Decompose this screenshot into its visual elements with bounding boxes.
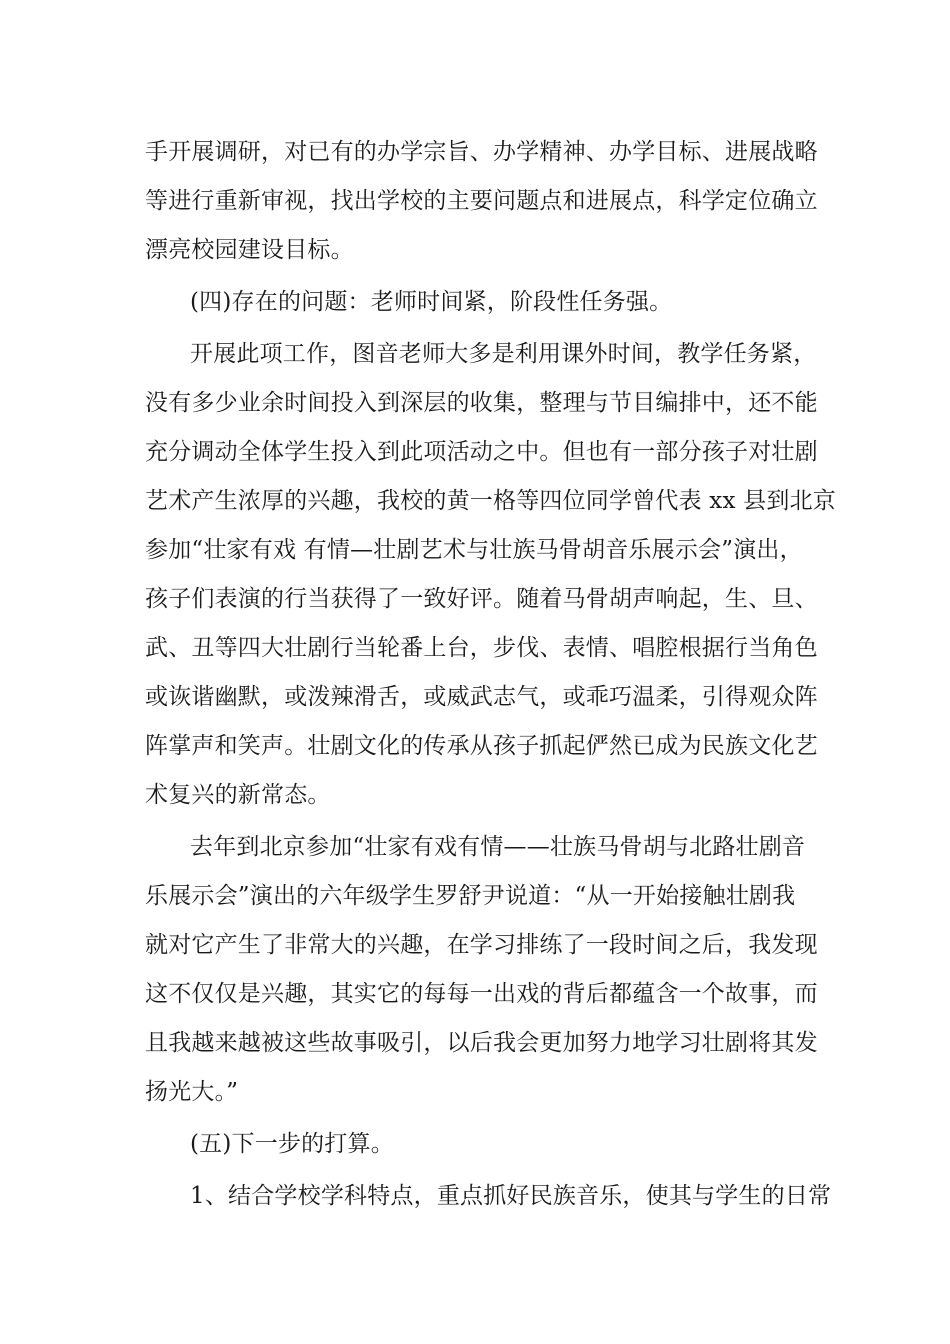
text-line: 漂亮校园建设目标。 <box>145 237 354 263</box>
text-line: 手开展调研，对已有的办学宗旨、办学精神、办学目标、进展战略 <box>145 139 818 165</box>
text-line: 或诙谐幽默，或泼辣滑舌，或威武志气，或乖巧温柔，引得观众阵 <box>145 684 818 710</box>
text-line: 乐展示会”演出的六年级学生罗舒尹说道：“从一开始接触壮剧我 <box>145 883 796 909</box>
text-line: 武、丑等四大壮剧行当轮番上台，步伐、表情、唱腔根据行当角色 <box>145 635 818 661</box>
section-heading: (四)存在的问题：老师时间紧，阶段性任务强。 <box>190 289 673 315</box>
text-line: 参加“壮家有戏 有情—壮剧艺术与壮族马骨胡音乐展示会”演出， <box>145 537 803 563</box>
text-line: 孩子们表演的行当获得了一致好评。随着马骨胡声响起，生、旦、 <box>145 586 818 612</box>
text-line: 阵掌声和笑声。壮剧文化的传承从孩子抓起俨然已成为民族文化艺 <box>145 733 818 759</box>
text-line: 艺术产生浓厚的兴趣，我校的黄一格等四位同学曾代表 xx 县到北京 <box>145 488 836 514</box>
text-line: 1、结合学校学科特点，重点抓好民族音乐，使其与学生的日常 <box>190 1183 832 1209</box>
text-line: 等进行重新审视，找出学校的主要问题点和进展点，科学定位确立 <box>145 188 818 214</box>
text-line: 去年到北京参加“壮家有戏有情——壮族马骨胡与北路壮剧音 <box>190 834 806 860</box>
text-line: 就对它产生了非常大的兴趣，在学习排练了一段时间之后，我发现 <box>145 932 818 958</box>
text-line: 没有多少业余时间投入到深层的收集，整理与节目编排中，还不能 <box>145 390 818 416</box>
section-heading: (五)下一步的打算。 <box>190 1131 394 1157</box>
text-line: 这不仅仅是兴趣，其实它的每每一出戏的背后都蕴含一个故事，而 <box>145 981 818 1007</box>
text-line: 且我越来越被这些故事吸引，以后我会更加努力地学习壮剧将其发 <box>145 1030 818 1056</box>
text-line: 充分调动全体学生投入到此项活动之中。但也有一部分孩子对壮剧 <box>145 439 818 465</box>
text-line: 扬光大。” <box>145 1079 239 1105</box>
text-line: 术复兴的新常态。 <box>145 782 331 808</box>
text-line: 开展此项工作，图音老师大多是利用课外时间，教学任务紧， <box>190 341 817 367</box>
